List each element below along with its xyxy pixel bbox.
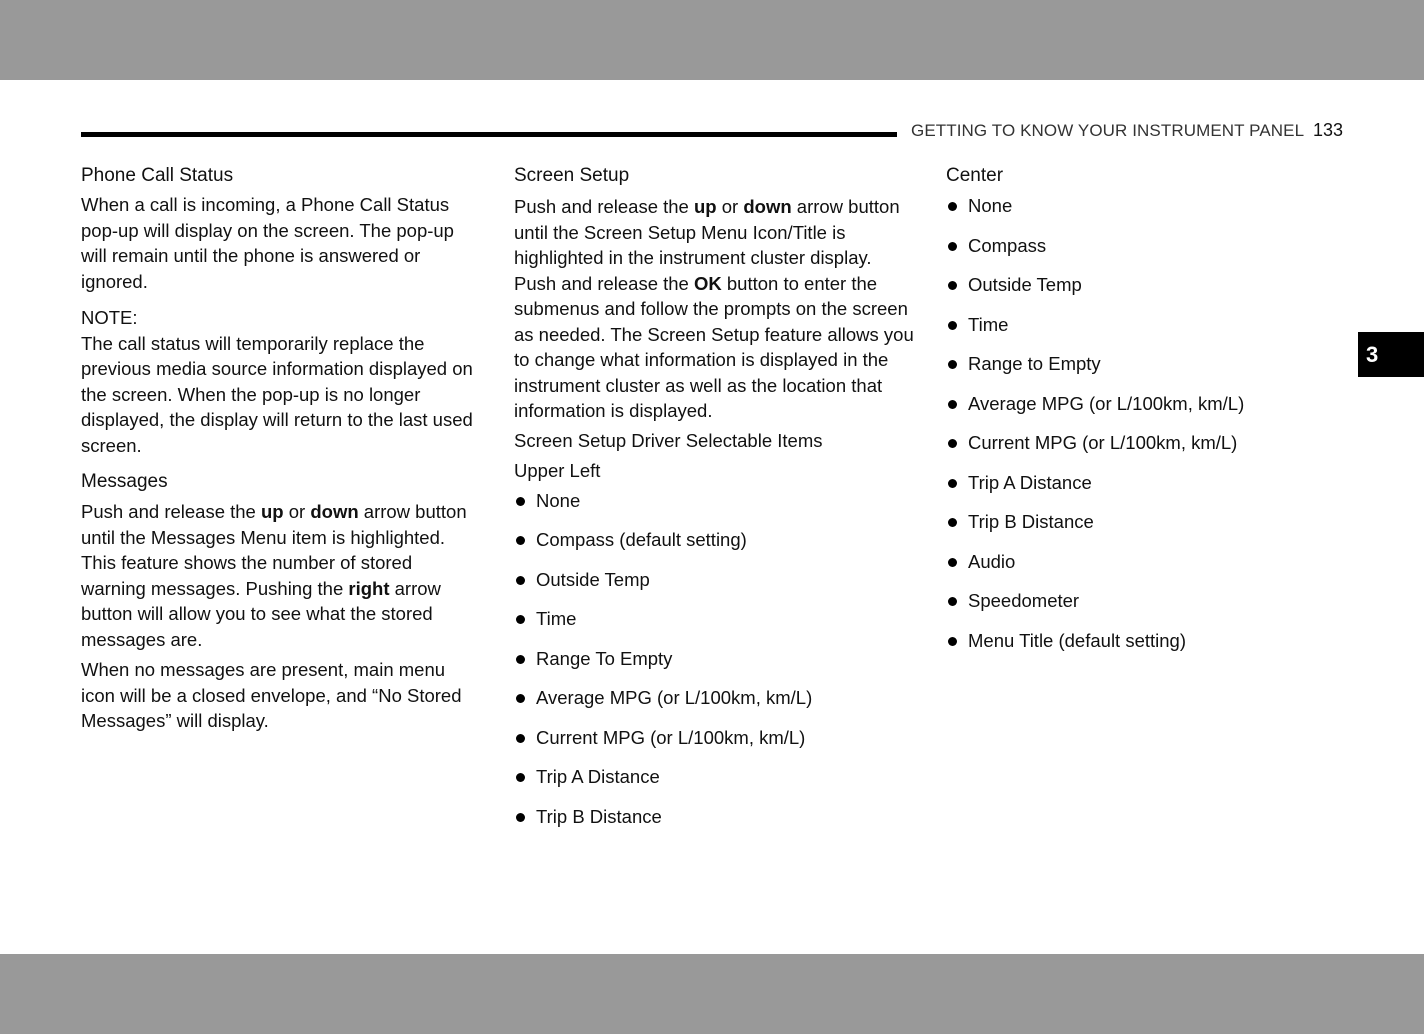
list-item: Outside Temp xyxy=(514,567,914,607)
list-item: Speedometer xyxy=(946,588,1346,628)
right-keyword: right xyxy=(348,577,390,599)
messages-paragraph-1: Push and release the up or down arrow button until the Messages Menu item is highlighted. This feature shows the number of stored warning messages. Pushing the right arrow button will allow you to see what the stored messages are. xyxy=(81,501,467,650)
list-item: Average MPG (or L/100km, km/L) xyxy=(514,685,914,725)
upper-left-list xyxy=(514,488,914,844)
down-keyword: down xyxy=(310,501,359,522)
header-rule xyxy=(81,132,897,137)
column-left xyxy=(81,163,481,734)
list-item: Menu Title (default setting) xyxy=(946,628,1346,668)
list-item: Compass xyxy=(946,233,1346,273)
list-item: Trip A Distance xyxy=(946,470,1346,510)
list-item: Current MPG (or L/100km, km/L) xyxy=(946,430,1346,470)
up-keyword: up xyxy=(694,196,717,217)
list-item: Audio xyxy=(946,549,1346,589)
screen-setup-body: Push and release the up or down arrow button until the Screen Setup Menu Icon/Title is highlighted in the instrument cluster display. Push and release the OK button to enter the submenus and follow the prompts on the screen as needed. The Screen Setup feature allows you to change what information is displayed in the instrument cluster as well as the location that information is displayed. xyxy=(514,196,914,421)
list-item: None xyxy=(514,488,914,528)
page-number: 133 xyxy=(1313,120,1344,140)
note-label: NOTE: xyxy=(81,307,138,328)
center-list xyxy=(946,193,1346,667)
phone-call-status-body: When a call is incoming, a Phone Call Status pop-up will display on the screen. The pop-up will remain until the phone is answered or ignored. xyxy=(81,194,454,292)
list-item: Trip B Distance xyxy=(946,509,1346,549)
list-item: Compass (default setting) xyxy=(514,527,914,567)
list-item: Current MPG (or L/100km, km/L) xyxy=(514,725,914,765)
section-title: GETTING TO KNOW YOUR INSTRUMENT PANEL xyxy=(911,121,1305,140)
up-keyword: up xyxy=(261,501,284,522)
top-gray-band xyxy=(0,0,1424,80)
list-item: Trip A Distance xyxy=(514,764,914,804)
list-item: Time xyxy=(946,312,1346,352)
list-item: Trip B Distance xyxy=(514,804,914,844)
messages-heading: Messages xyxy=(81,471,168,492)
note-body: The call status will temporarily replace the previous media source information displayed on the screen. When the pop-up is no longer displayed, the display will return to the last used screen. xyxy=(81,332,473,456)
down-keyword: down xyxy=(743,196,792,217)
screen-setup-heading: Screen Setup xyxy=(514,165,630,186)
list-item: Average MPG (or L/100km, km/L) xyxy=(946,391,1346,431)
list-item: Range to Empty xyxy=(946,351,1346,391)
column-right xyxy=(946,163,1346,667)
list-item: None xyxy=(946,193,1346,233)
chapter-tab: 3 xyxy=(1358,332,1424,377)
center-heading: Center xyxy=(946,165,1004,186)
list-item: Time xyxy=(514,606,914,646)
messages-paragraph-2: When no messages are present, main menu icon will be a closed envelope, and “No Stored Messages” will display. xyxy=(81,659,462,731)
phone-call-status-heading: Phone Call Status xyxy=(81,165,234,186)
list-item: Range To Empty xyxy=(514,646,914,686)
ok-keyword: OK xyxy=(694,272,722,294)
column-middle xyxy=(514,163,914,843)
bottom-gray-band xyxy=(0,954,1424,1034)
driver-selectable-heading: Screen Setup Driver Selectable Items xyxy=(514,429,823,451)
list-item: Outside Temp xyxy=(946,272,1346,312)
upper-left-heading: Upper Left xyxy=(514,459,601,481)
